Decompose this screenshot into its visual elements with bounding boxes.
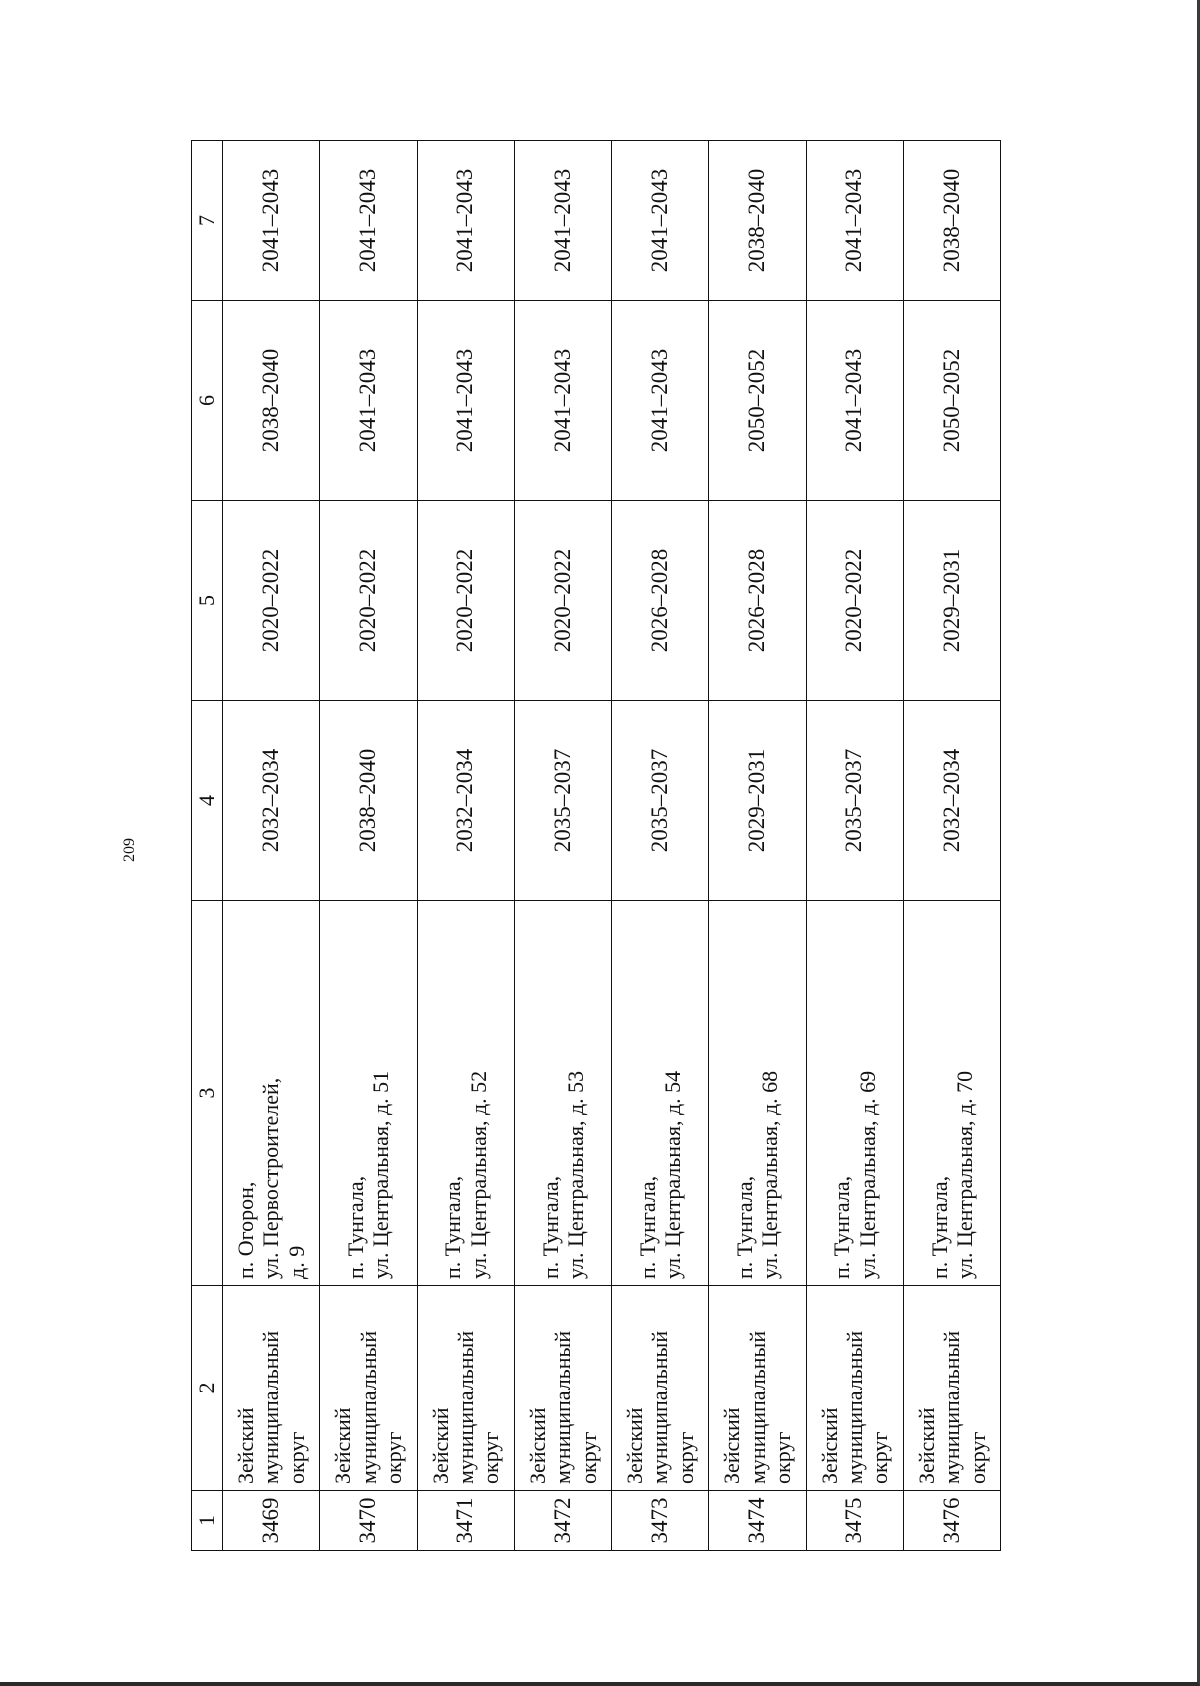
table-row	[612, 141, 709, 1551]
address-line: п. Тунгала,	[440, 1175, 466, 1279]
address-cell	[903, 901, 1000, 1286]
period-cell-col5: 2020–2022	[806, 501, 903, 701]
column-header: 7	[192, 141, 223, 301]
address-line: ул. Центральная, д. 52	[465, 1070, 491, 1279]
period-cell-col7: 2038–2040	[709, 141, 806, 301]
period-cell-col5: 2026–2028	[612, 501, 709, 701]
period-cell-col5: 2029–2031	[903, 501, 1000, 701]
address-line: ул. Центральная, д. 51	[368, 1070, 394, 1279]
district-cell: Зейский муниципальный округ	[709, 1286, 806, 1491]
address-line: п. Тунгала,	[829, 1175, 855, 1279]
period-cell-col4: 2038–2040	[320, 701, 417, 901]
district-cell: Зейский муниципальный округ	[514, 1286, 611, 1491]
address-cell	[514, 901, 611, 1286]
table-row	[514, 141, 611, 1551]
period-cell-col5: 2020–2022	[417, 501, 514, 701]
row-number-cell: 3474	[709, 1491, 806, 1551]
row-number-cell: 3470	[320, 1491, 417, 1551]
address-line: ул. Центральная, д. 69	[854, 1070, 880, 1279]
column-header: 1	[192, 1491, 223, 1551]
page-number: 209	[121, 838, 138, 862]
address-line: ул. Центральная, д. 54	[660, 1070, 686, 1279]
period-cell-col4: 2032–2034	[903, 701, 1000, 901]
address-cell	[417, 901, 514, 1286]
row-number-cell: 3475	[806, 1491, 903, 1551]
period-cell-col6: 2041–2043	[612, 301, 709, 501]
period-cell-col6: 2041–2043	[806, 301, 903, 501]
header-row	[192, 141, 223, 1551]
address-line: п. Тунгала,	[537, 1175, 563, 1279]
row-number-cell: 3471	[417, 1491, 514, 1551]
period-cell-col7: 2041–2043	[223, 141, 320, 301]
district-cell: Зейский муниципальный округ	[806, 1286, 903, 1491]
address-cell	[709, 901, 806, 1286]
period-cell-col5: 2026–2028	[709, 501, 806, 701]
row-number-cell: 3476	[903, 1491, 1000, 1551]
period-cell-col7: 2041–2043	[320, 141, 417, 301]
address-line: ул. Первостроителей,	[258, 1077, 284, 1279]
row-number-cell: 3473	[612, 1491, 709, 1551]
table-row	[709, 141, 806, 1551]
address-cell	[612, 901, 709, 1286]
period-cell-col4: 2032–2034	[223, 701, 320, 901]
address-cell	[223, 901, 320, 1286]
column-header: 3	[192, 901, 223, 1286]
period-cell-col6: 2050–2052	[903, 301, 1000, 501]
table-container	[191, 141, 1001, 1551]
period-cell-col4: 2035–2037	[612, 701, 709, 901]
column-header: 6	[192, 301, 223, 501]
period-cell-col5: 2020–2022	[223, 501, 320, 701]
column-header: 4	[192, 701, 223, 901]
address-line: ул. Центральная, д. 68	[757, 1070, 783, 1279]
column-header: 5	[192, 501, 223, 701]
address-line: п. Тунгала,	[926, 1175, 952, 1279]
period-cell-col7: 2041–2043	[514, 141, 611, 301]
period-cell-col4: 2035–2037	[806, 701, 903, 901]
address-line: д. 9	[283, 1245, 309, 1279]
table-row	[903, 141, 1000, 1551]
table-row	[223, 141, 320, 1551]
period-cell-col4: 2029–2031	[709, 701, 806, 901]
address-cell	[320, 901, 417, 1286]
period-cell-col5: 2020–2022	[514, 501, 611, 701]
period-cell-col7: 2041–2043	[612, 141, 709, 301]
address-line: п. Огорон,	[233, 1181, 259, 1279]
period-cell-col4: 2032–2034	[417, 701, 514, 901]
address-line: ул. Центральная, д. 70	[951, 1070, 977, 1279]
registry-table	[191, 140, 1001, 1551]
address-line: п. Тунгала,	[343, 1175, 369, 1279]
row-number-cell: 3472	[514, 1491, 611, 1551]
district-cell: Зейский муниципальный округ	[417, 1286, 514, 1491]
district-cell: Зейский муниципальный округ	[223, 1286, 320, 1491]
period-cell-col6: 2041–2043	[417, 301, 514, 501]
period-cell-col5: 2020–2022	[320, 501, 417, 701]
period-cell-col7: 2038–2040	[903, 141, 1000, 301]
period-cell-col7: 2041–2043	[417, 141, 514, 301]
period-cell-col6: 2041–2043	[514, 301, 611, 501]
column-header: 2	[192, 1286, 223, 1491]
district-cell: Зейский муниципальный округ	[320, 1286, 417, 1491]
address-cell	[806, 901, 903, 1286]
period-cell-col6: 2050–2052	[709, 301, 806, 501]
district-cell: Зейский муниципальный округ	[612, 1286, 709, 1491]
table-row	[806, 141, 903, 1551]
table-row	[417, 141, 514, 1551]
period-cell-col4: 2035–2037	[514, 701, 611, 901]
district-cell: Зейский муниципальный округ	[903, 1286, 1000, 1491]
period-cell-col6: 2041–2043	[320, 301, 417, 501]
address-line: ул. Центральная, д. 53	[562, 1070, 588, 1279]
period-cell-col6: 2038–2040	[223, 301, 320, 501]
table-row	[320, 141, 417, 1551]
period-cell-col7: 2041–2043	[806, 141, 903, 301]
address-line: п. Тунгала,	[634, 1175, 660, 1279]
table-body	[223, 141, 1001, 1551]
address-line: п. Тунгала,	[732, 1175, 758, 1279]
row-number-cell: 3469	[223, 1491, 320, 1551]
